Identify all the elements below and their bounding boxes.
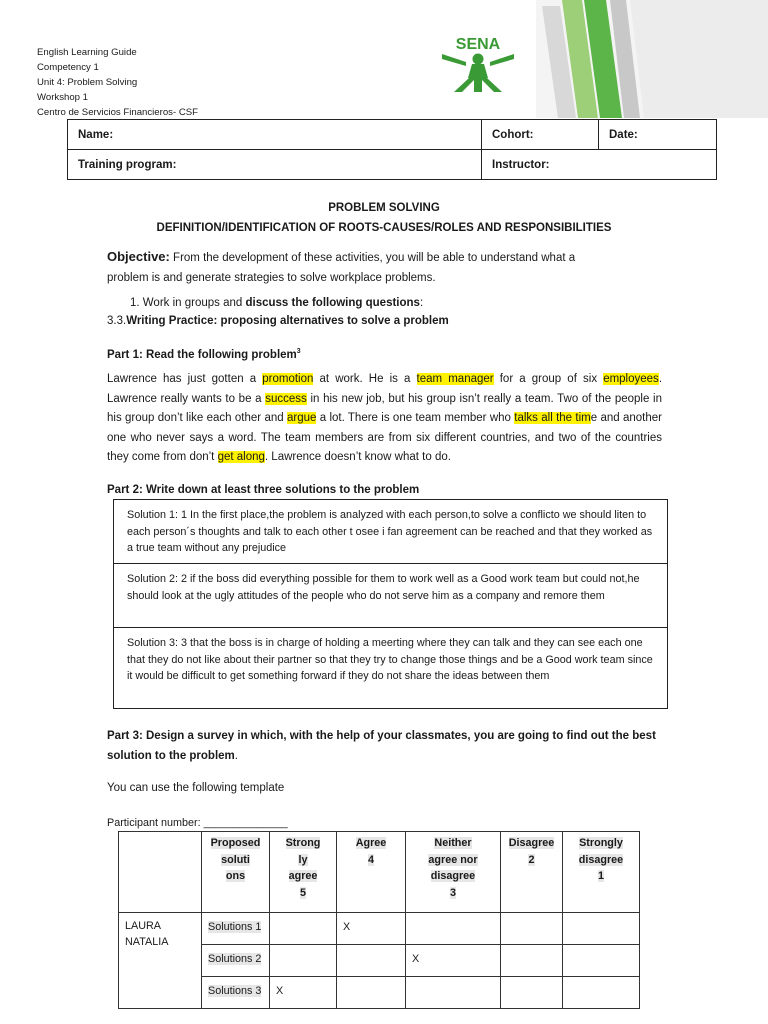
instruction-item-1 xyxy=(130,294,690,314)
paragraph-text: . Lawrence doesn’t know what to do. xyxy=(264,451,451,463)
sena-logo xyxy=(436,34,520,95)
participant-blank[interactable]: ______________ xyxy=(203,817,288,829)
paragraph-text: Lawrence has just gotten a xyxy=(107,373,263,385)
paragraph-text: for a group of six xyxy=(493,373,604,385)
part3-heading-text: solution to the problem xyxy=(107,749,235,762)
header-line: Workshop 1 xyxy=(37,92,89,103)
objective-text: problem is and generate strategies to solve workplace problems. xyxy=(107,272,436,284)
document-header xyxy=(37,45,198,120)
decorative-bands xyxy=(536,0,768,118)
survey-row-label: Solutions 2 xyxy=(202,945,270,977)
part3-heading-text: Part 3: Design a survey in which, with the help of your classmates, you are going to find out the best xyxy=(107,730,656,742)
date-field[interactable]: Date: xyxy=(599,120,717,150)
objective-text: From the development of these activities, you will be able to understand what a xyxy=(169,252,576,264)
solutions-list xyxy=(113,499,668,709)
solution-box-3[interactable]: Solution 3: 3 that the boss is in charge of holding a meerting where they can talk and they can see each one that they do not like about their partner so that they try to change those things and be a Good work team since it would be difficult to get something forward if they do not share the ideas between them xyxy=(113,628,668,709)
part3-heading xyxy=(107,727,667,766)
header-line: Competency 1 xyxy=(37,62,99,73)
survey-header-neither: Neither agree nor disagree 3 xyxy=(406,832,501,913)
highlighted-phrase: get along xyxy=(217,451,265,463)
instruction-item-2 xyxy=(107,312,667,332)
header-line: Centro de Servicios Financieros- CSF xyxy=(37,107,199,118)
survey-cell[interactable]: X xyxy=(270,977,337,1009)
solution-box-1[interactable]: Solution 1: 1 In the first place,the problem is analyzed with each person,to solve a conflicto we should liten to each person´s thoughts and talk to each other t osee i fan agreement can be reached and that they worked as a true team without any prejudice xyxy=(113,499,668,564)
part1-heading xyxy=(107,342,667,365)
header-line: Unit 4: Problem Solving xyxy=(37,77,138,88)
instruction-text: 1. Work in groups and xyxy=(130,297,246,309)
survey-header-disagree: Disagree 2 xyxy=(501,832,563,913)
training-program-field[interactable]: Training program: xyxy=(68,150,482,180)
survey-header-proposed: Proposed soluti ons xyxy=(202,832,270,913)
student-info-table xyxy=(67,119,717,180)
header-line: English Learning Guide xyxy=(37,47,137,58)
survey-row-label: Solutions 3 xyxy=(202,977,270,1009)
survey-cell[interactable]: X xyxy=(337,913,406,945)
highlighted-phrase: employees xyxy=(603,373,659,385)
survey-cell[interactable] xyxy=(406,977,501,1009)
solution-box-2[interactable]: Solution 2: 2 if the boss did everything possible for them to work well as a Good work team but could not,he should look at the ugly attitudes of the people who do not serve him as a company and remore them xyxy=(113,564,668,628)
participant-name: LAURA xyxy=(125,920,162,932)
survey-cell[interactable] xyxy=(563,977,640,1009)
survey-cell[interactable] xyxy=(406,913,501,945)
participant-name: NATALIA xyxy=(125,936,169,948)
page-subtitle: DEFINITION/IDENTIFICATION OF ROOTS-CAUSES/ROLES AND RESPONSIBILITIES xyxy=(156,222,612,234)
page-title: PROBLEM SOLVING xyxy=(328,202,440,214)
logo-text: SENA xyxy=(455,36,501,53)
highlighted-phrase: promotion xyxy=(262,373,314,385)
paragraph-text: a lot. There is one team member who xyxy=(316,412,515,424)
instruction-text-bold: Writing Practice: proposing alternatives to solve a problem xyxy=(126,315,449,327)
survey-cell[interactable] xyxy=(501,945,563,977)
highlighted-phrase: argue xyxy=(286,412,317,424)
survey-table xyxy=(118,831,640,1009)
survey-cell[interactable] xyxy=(563,945,640,977)
name-field[interactable]: Name: xyxy=(68,120,482,150)
survey-header-strongly-disagree: Strongly disagree 1 xyxy=(563,832,640,913)
survey-header-agree: Agree 4 xyxy=(337,832,406,913)
survey-cell[interactable] xyxy=(501,977,563,1009)
survey-cell[interactable] xyxy=(270,913,337,945)
survey-cell[interactable] xyxy=(337,977,406,1009)
objective-label: Objective: xyxy=(107,249,170,264)
survey-row-label: Solutions 1 xyxy=(202,913,270,945)
instruction-text: 3.3. xyxy=(107,315,127,327)
participant-label: Participant number: xyxy=(107,817,201,829)
problem-paragraph xyxy=(107,370,662,468)
paragraph-text: e and another one who never says a word. The team members are from six different countries, and two of the countries they come from don’t xyxy=(107,412,662,463)
part2-heading: Part 2: Write down at least three solutions to the problem xyxy=(107,484,420,496)
paragraph-text: . Lawrence really wants to be a xyxy=(107,373,663,405)
instructor-field[interactable]: Instructor: xyxy=(482,150,717,180)
highlighted-phrase: team manager xyxy=(416,373,494,385)
footnote-marker: 3 xyxy=(296,348,301,355)
survey-cell[interactable] xyxy=(501,913,563,945)
survey-cell[interactable] xyxy=(270,945,337,977)
template-note: You can use the following template xyxy=(107,782,285,794)
objective xyxy=(107,247,667,288)
survey-header-strongly-agree: Strong ly agree 5 xyxy=(270,832,337,913)
cohort-field[interactable]: Cohort: xyxy=(482,120,599,150)
participant-name-cell xyxy=(119,913,202,1009)
survey-corner-cell xyxy=(119,832,202,913)
part1-heading-text: Part 1: Read the following problem xyxy=(107,348,297,361)
instruction-text-bold: discuss the following questions xyxy=(245,297,420,309)
highlighted-phrase: talks all the tim xyxy=(514,412,591,424)
survey-cell[interactable] xyxy=(337,945,406,977)
instruction-text: : xyxy=(419,297,424,309)
survey-cell[interactable]: X xyxy=(406,945,501,977)
paragraph-text: at work. He is a xyxy=(313,373,417,385)
paragraph-text: in his new job, but his group isn’t really a team. Two of the people in his group don’t like each other and xyxy=(107,392,662,424)
survey-cell[interactable] xyxy=(563,913,640,945)
highlighted-phrase: success xyxy=(265,392,307,405)
part3-heading-text: . xyxy=(234,749,238,762)
